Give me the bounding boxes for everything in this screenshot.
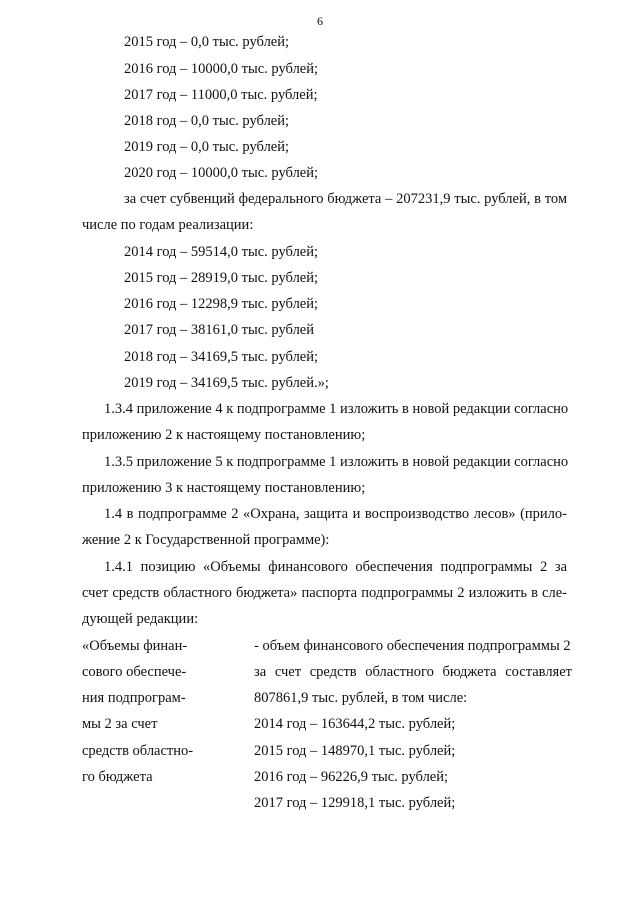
table-right-year-line: 2017 год – 129918,1 тыс. рублей;	[254, 795, 456, 811]
federal-paragraph-line1: за счет субвенций федерального бюджета – 207231,9 тыс. рублей, в том	[124, 191, 567, 207]
federal-funding-line: 2018 год – 34169,5 тыс. рублей;	[124, 349, 319, 365]
federal-funding-line: 2017 год – 38161,0 тыс. рублей	[124, 322, 315, 338]
table-right-intro-line2: за счет средств областного бюджета составляет	[254, 664, 572, 680]
funding-line: 2016 год – 10000,0 тыс. рублей;	[124, 61, 319, 77]
funding-line: 2019 год – 0,0 тыс. рублей;	[124, 139, 290, 155]
page-number: 6	[317, 14, 323, 28]
paragraph-1-3-4-line2: приложению 2 к настоящему постановлению;	[82, 427, 366, 443]
table-left-cell: сового обеспече-	[82, 664, 187, 680]
paragraph-1-4-line2: жение 2 к Государственной программе):	[82, 532, 330, 548]
paragraph-1-3-4-line1: 1.3.4 приложение 4 к подпрограмме 1 изложить в новой редакции согласно	[104, 401, 569, 417]
paragraph-1-4-1-line2: счет средств областного бюджета» паспорта подпрограммы 2 изложить в сле-	[82, 585, 567, 601]
paragraph-1-4-1-line3: дующей редакции:	[82, 611, 199, 627]
table-left-cell: средств областно-	[82, 743, 194, 759]
paragraph-1-3-5-line2: приложению 3 к настоящему постановлению;	[82, 480, 366, 496]
funding-line: 2018 год – 0,0 тыс. рублей;	[124, 113, 290, 129]
table-right-intro-line3: 807861,9 тыс. рублей, в том числе:	[254, 690, 468, 706]
table-left-cell: «Объемы финан-	[82, 638, 188, 654]
paragraph-1-4-1-line1: 1.4.1 позицию «Объемы финансового обеспечения подпрограммы 2 за	[104, 559, 567, 575]
table-left-cell: мы 2 за счет	[82, 716, 158, 732]
table-right-intro-line1: - объем финансового обеспечения подпрограммы 2	[254, 638, 571, 654]
federal-paragraph-line2: числе по годам реализации:	[82, 217, 254, 233]
table-right-year-line: 2016 год – 96226,9 тыс. рублей;	[254, 769, 449, 785]
federal-funding-line: 2019 год – 34169,5 тыс. рублей.»;	[124, 375, 329, 391]
federal-funding-line: 2015 год – 28919,0 тыс. рублей;	[124, 270, 319, 286]
paragraph-1-4-line1: 1.4 в подпрограмме 2 «Охрана, защита и воспроизводство лесов» (прило-	[104, 506, 567, 522]
funding-line: 2020 год – 10000,0 тыс. рублей;	[124, 165, 319, 181]
table-left-cell: ния подпрограм-	[82, 690, 186, 706]
funding-line: 2017 год – 11000,0 тыс. рублей;	[124, 87, 318, 103]
federal-funding-line: 2014 год – 59514,0 тыс. рублей;	[124, 244, 319, 260]
table-right-year-line: 2014 год – 163644,2 тыс. рублей;	[254, 716, 456, 732]
federal-funding-line: 2016 год – 12298,9 тыс. рублей;	[124, 296, 319, 312]
paragraph-1-3-5-line1: 1.3.5 приложение 5 к подпрограмме 1 изложить в новой редакции согласно	[104, 454, 569, 470]
funding-line: 2015 год – 0,0 тыс. рублей;	[124, 34, 290, 50]
table-right-year-line: 2015 год – 148970,1 тыс. рублей;	[254, 743, 456, 759]
table-left-cell: го бюджета	[82, 769, 153, 785]
